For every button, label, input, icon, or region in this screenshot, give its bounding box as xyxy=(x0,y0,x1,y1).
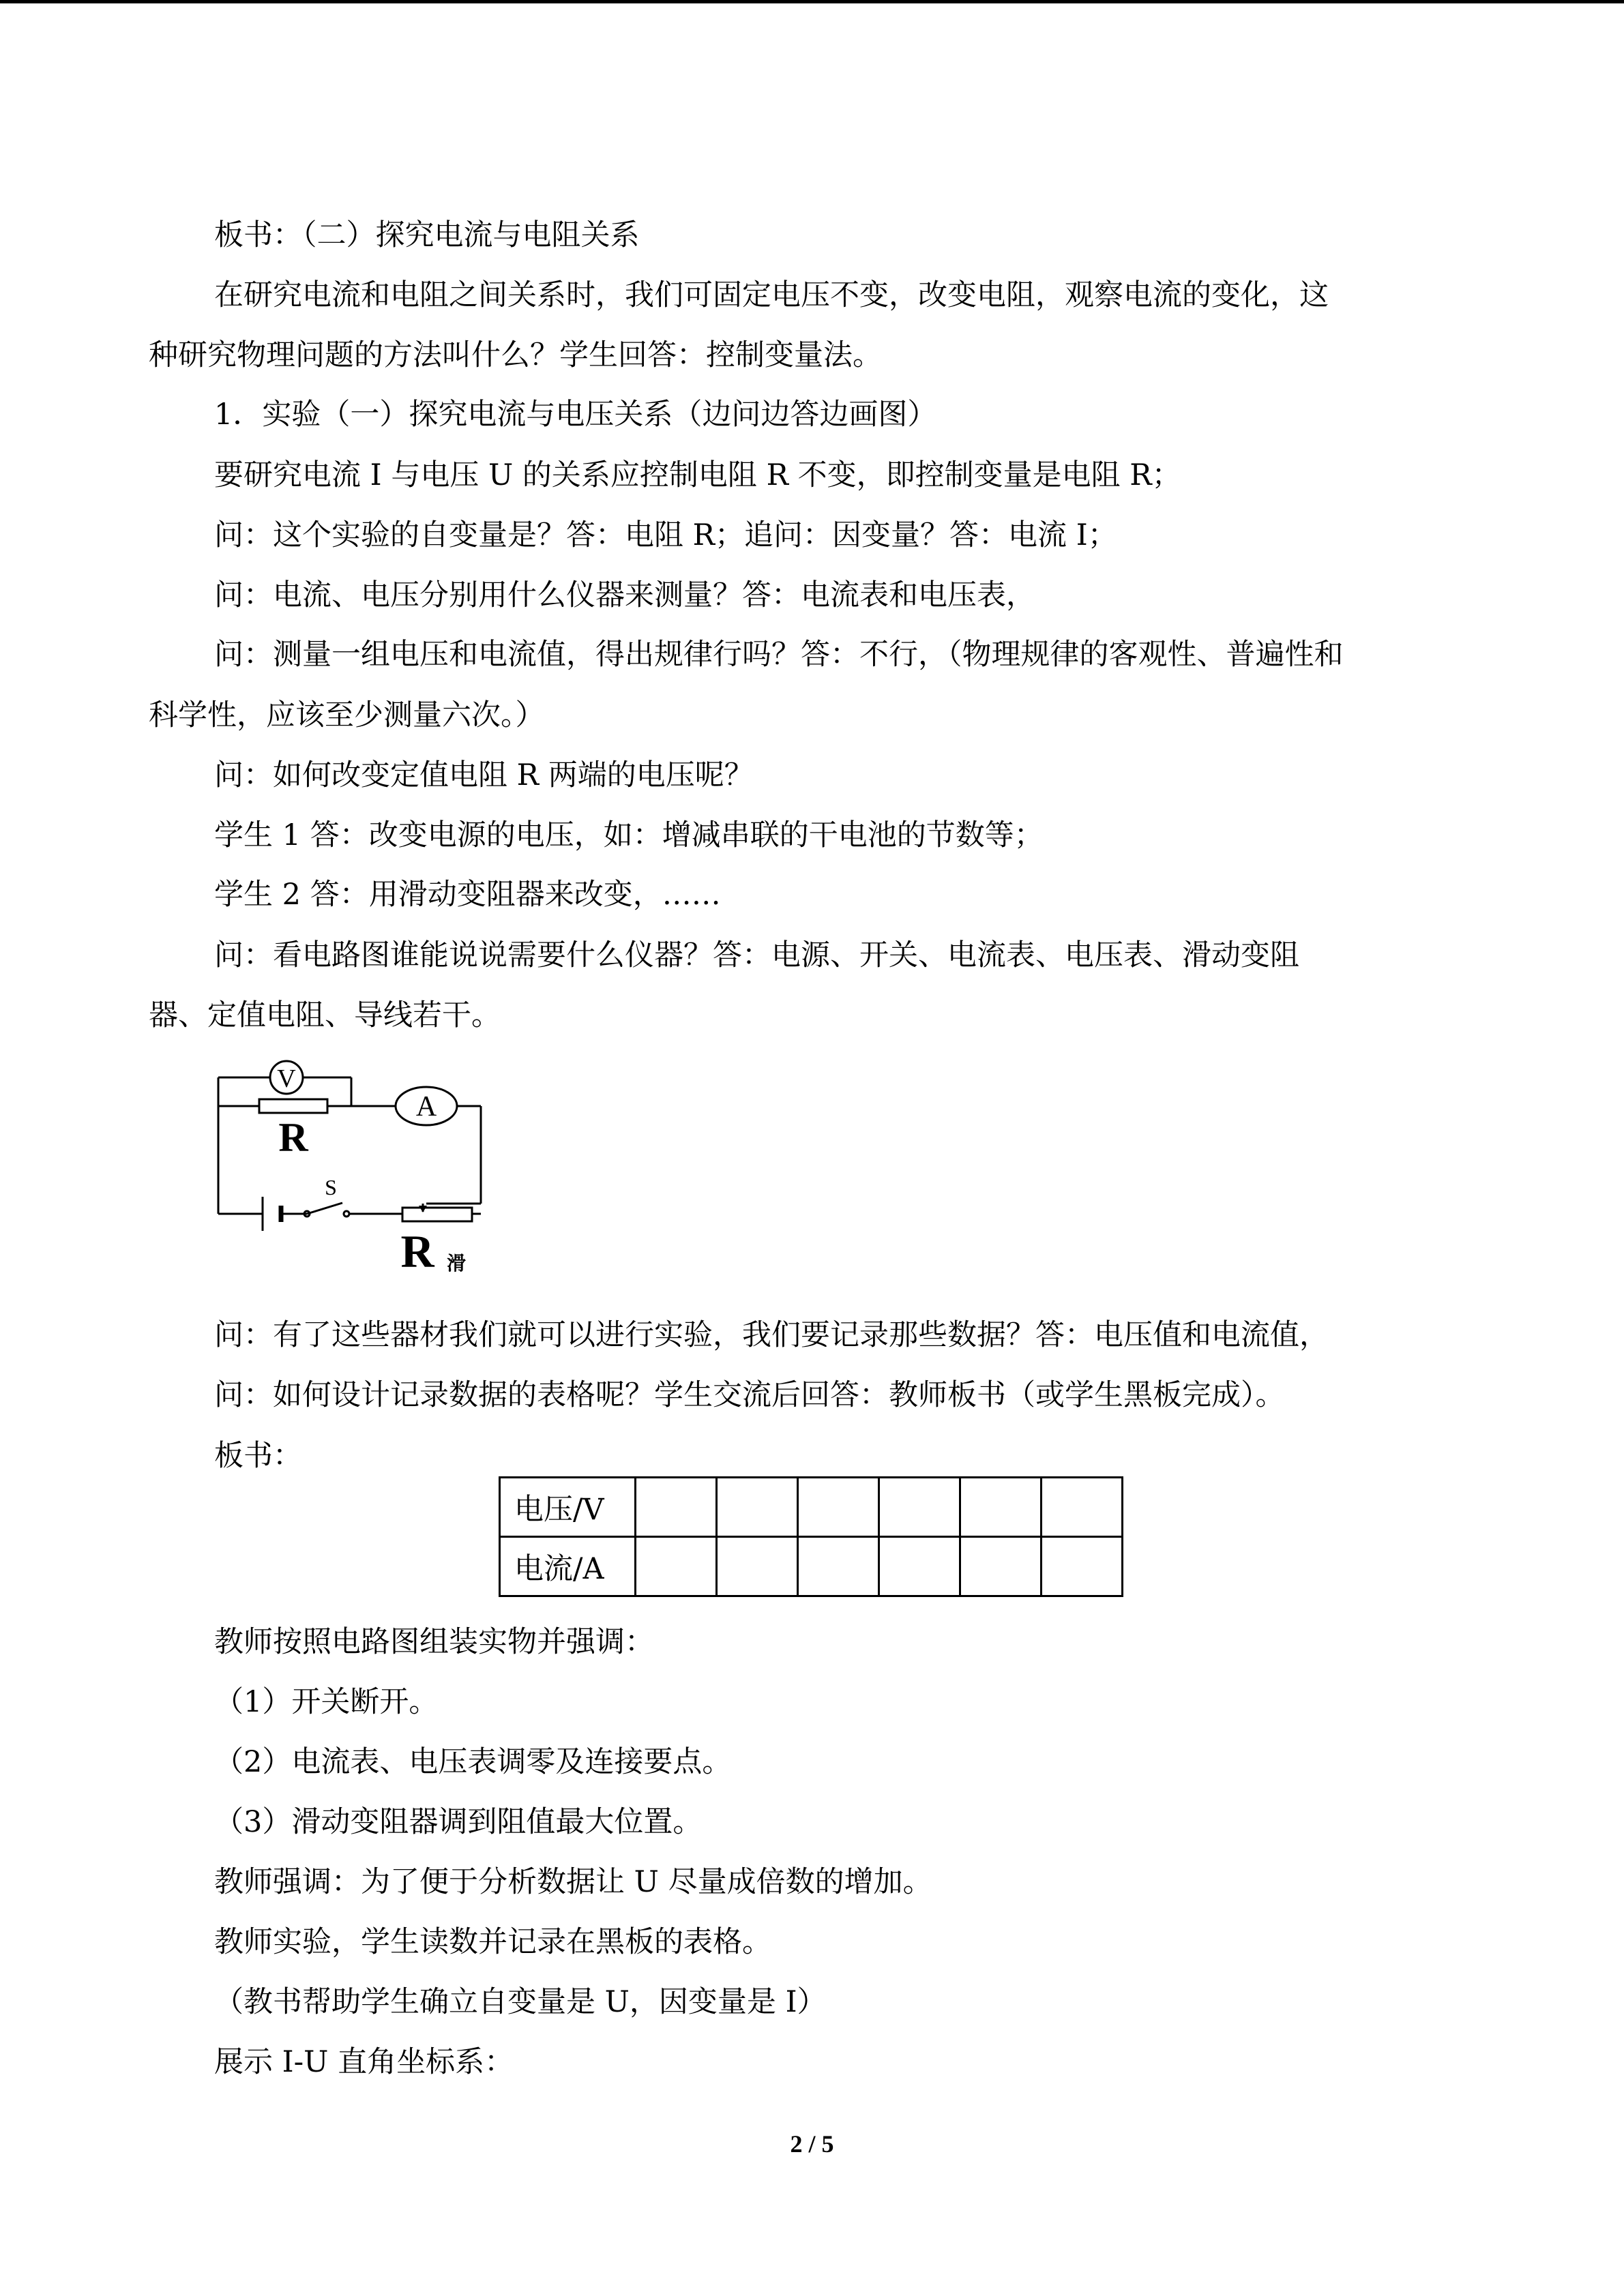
paragraph-line: 问：这个实验的自变量是？答：电阻 R；追问：因变量？答：电流 I； xyxy=(214,518,1117,552)
paragraph-line: 展示 I-U 直角坐标系： xyxy=(214,2045,514,2079)
table-cell xyxy=(960,1537,1042,1596)
paragraph-line: 教师实验，学生读数并记录在黑板的表格。 xyxy=(214,1925,771,1959)
rheostat-subscript: 滑 xyxy=(447,1252,467,1274)
current-row-label: 电流/A xyxy=(500,1537,636,1596)
paragraph-line: 科学性，应该至少测量六次。） xyxy=(149,698,545,732)
data-record-table xyxy=(499,1476,1123,1597)
table-cell xyxy=(717,1537,798,1596)
rheostat-symbol xyxy=(402,1208,472,1221)
paragraph-line: 种研究物理问题的方法叫什么？学生回答：控制变量法。 xyxy=(149,338,882,372)
paragraph-line: 问：如何改变定值电阻 R 两端的电压呢？ xyxy=(214,758,754,792)
paragraph-line: 器、定值电阻、导线若干。 xyxy=(149,998,501,1032)
paragraph-line: 学生 1 答：改变电源的电压，如：增减串联的干电池的节数等； xyxy=(214,818,1044,852)
table-cell xyxy=(798,1537,879,1596)
table-cell xyxy=(717,1478,798,1537)
table-row xyxy=(500,1537,1123,1596)
resistor-symbol xyxy=(259,1099,327,1113)
table-cell xyxy=(798,1478,879,1537)
table-cell xyxy=(636,1478,717,1537)
voltage-row-label: 电压/V xyxy=(500,1478,636,1537)
resistor-label: R xyxy=(278,1115,308,1160)
paragraph-line: 学生 2 答：用滑动变阻器来改变，…… xyxy=(214,878,721,912)
list-item: （3）滑动变阻器调到阻值最大位置。 xyxy=(214,1805,703,1839)
paragraph-line: 教师按照电路图组装实物并强调： xyxy=(214,1625,654,1659)
paragraph-line: 问：有了这些器材我们就可以进行实验，我们要记录那些数据？答：电压值和电流值， xyxy=(214,1318,1329,1352)
list-item: （1）开关断开。 xyxy=(214,1685,439,1719)
paragraph-line: 板书： xyxy=(214,1439,302,1473)
page-number: 2 / 5 xyxy=(790,2130,834,2158)
paragraph-line: 在研究电流和电阻之间关系时，我们可固定电压不变，改变电阻，观察电流的变化，这 xyxy=(214,278,1329,312)
table-cell xyxy=(636,1537,717,1596)
table-row xyxy=(500,1478,1123,1537)
table-cell xyxy=(879,1537,960,1596)
voltmeter-label: V xyxy=(277,1064,296,1093)
rheostat-label: R xyxy=(400,1225,434,1277)
paragraph-line: 问：如何设计记录数据的表格呢？学生交流后回答：教师板书（或学生黑板完成）。 xyxy=(214,1378,1285,1412)
table-cell xyxy=(960,1478,1042,1537)
list-item: （2）电流表、电压表调零及连接要点。 xyxy=(214,1745,732,1779)
table-cell xyxy=(1042,1478,1123,1537)
circuit-diagram xyxy=(205,1050,512,1282)
paragraph-line: 问：测量一组电压和电流值，得出规律行吗？答：不行，（物理规律的客观性、普遍性和 xyxy=(214,638,1344,672)
paragraph-line: 问：电流、电压分别用什么仪器来测量？答：电流表和电压表， xyxy=(214,578,1035,612)
table-cell xyxy=(879,1478,960,1537)
paragraph-line: 问：看电路图谁能说说需要什么仪器？答：电源、开关、电流表、电压表、滑动变阻 xyxy=(214,938,1299,972)
experiment-heading: 1．实验（一）探究电流与电压关系（边问边答边画图） xyxy=(214,398,937,432)
paragraph-line: 教师强调：为了便于分析数据让 U 尽量成倍数的增加。 xyxy=(214,1865,932,1899)
switch-label: S xyxy=(325,1175,337,1199)
paragraph-line: （教书帮助学生确立自变量是 U，因变量是 I） xyxy=(214,1985,827,2019)
ammeter-label: A xyxy=(415,1091,437,1122)
paragraph-line: 要研究电流 I 与电压 U 的关系应控制电阻 R 不变，即控制变量是电阻 R； xyxy=(214,458,1181,492)
table-cell xyxy=(1042,1537,1123,1596)
board-heading: 板书：（二）探究电流与电阻关系 xyxy=(214,218,640,252)
